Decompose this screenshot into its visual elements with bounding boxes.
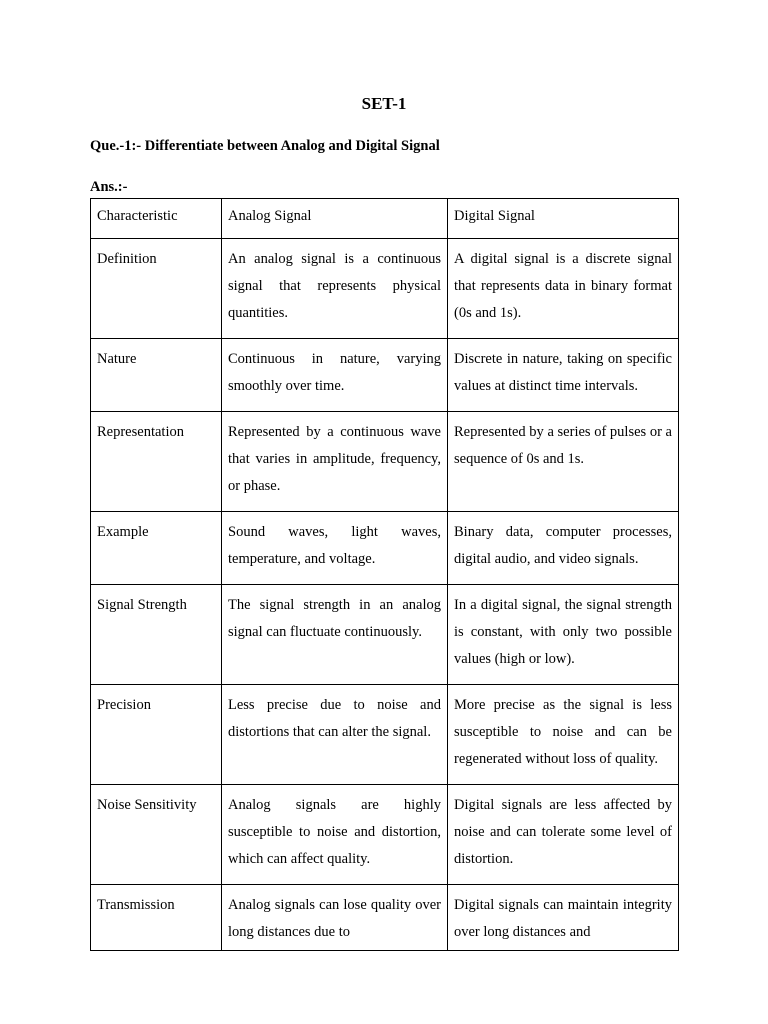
row-digital-cell <box>448 885 679 951</box>
header-analog-signal: Analog Signal <box>222 199 448 239</box>
comparison-table <box>90 198 679 951</box>
row-digital: Digital signals can maintain integrity over long distances and <box>454 897 672 940</box>
row-analog: Continuous in nature, varying smoothly over time. <box>222 339 448 412</box>
table-row <box>91 885 679 951</box>
table-row <box>91 239 679 339</box>
row-characteristic: Definition <box>91 239 222 339</box>
answer-label: Ans.:- <box>90 179 128 195</box>
row-digital: Discrete in nature, taking on specific values at distinct time intervals. <box>448 339 679 412</box>
row-digital: More precise as the signal is less susceptible to noise and can be regenerated without loss of quality. <box>448 685 679 785</box>
row-digital: In a digital signal, the signal strength is constant, with only two possible values (high or low). <box>448 585 679 685</box>
row-analog: The signal strength in an analog signal can fluctuate continuously. <box>222 585 448 685</box>
row-analog: Sound waves, light waves, temperature, and voltage. <box>222 512 448 585</box>
header-digital-signal: Digital Signal <box>448 199 679 239</box>
row-characteristic-cell <box>91 885 222 951</box>
table-row <box>91 339 679 412</box>
question-heading: Que.-1:- Differentiate between Analog and Digital Signal <box>90 138 440 154</box>
row-characteristic: Signal Strength <box>91 585 222 685</box>
row-analog: Analog signals are highly susceptible to noise and distortion, which can affect quality. <box>222 785 448 885</box>
row-digital: Digital signals are less affected by noise and can tolerate some level of distortion. <box>448 785 679 885</box>
row-digital: Binary data, computer processes, digital audio, and video signals. <box>448 512 679 585</box>
row-digital: Represented by a series of pulses or a sequence of 0s and 1s. <box>448 412 679 512</box>
row-characteristic: Nature <box>91 339 222 412</box>
row-analog: Analog signals can lose quality over long distances due to <box>228 897 441 940</box>
table-row <box>91 412 679 512</box>
header-characteristic: Characteristic <box>91 199 222 239</box>
row-analog: Represented by a continuous wave that varies in amplitude, frequency, or phase. <box>222 412 448 512</box>
table-header-row <box>91 199 679 239</box>
row-characteristic: Representation <box>91 412 222 512</box>
row-analog: Less precise due to noise and distortions that can alter the signal. <box>222 685 448 785</box>
set-title: SET-1 <box>361 94 407 113</box>
row-characteristic: Precision <box>91 685 222 785</box>
row-digital: A digital signal is a discrete signal that represents data in binary format (0s and 1s). <box>448 239 679 339</box>
row-analog-cell <box>222 885 448 951</box>
table-row <box>91 585 679 685</box>
row-characteristic: Transmission <box>97 897 175 913</box>
row-characteristic: Example <box>91 512 222 585</box>
row-analog: An analog signal is a continuous signal that represents physical quantities. <box>222 239 448 339</box>
row-characteristic: Noise Sensitivity <box>91 785 222 885</box>
table-row <box>91 685 679 785</box>
table-row <box>91 512 679 585</box>
table-row <box>91 785 679 885</box>
